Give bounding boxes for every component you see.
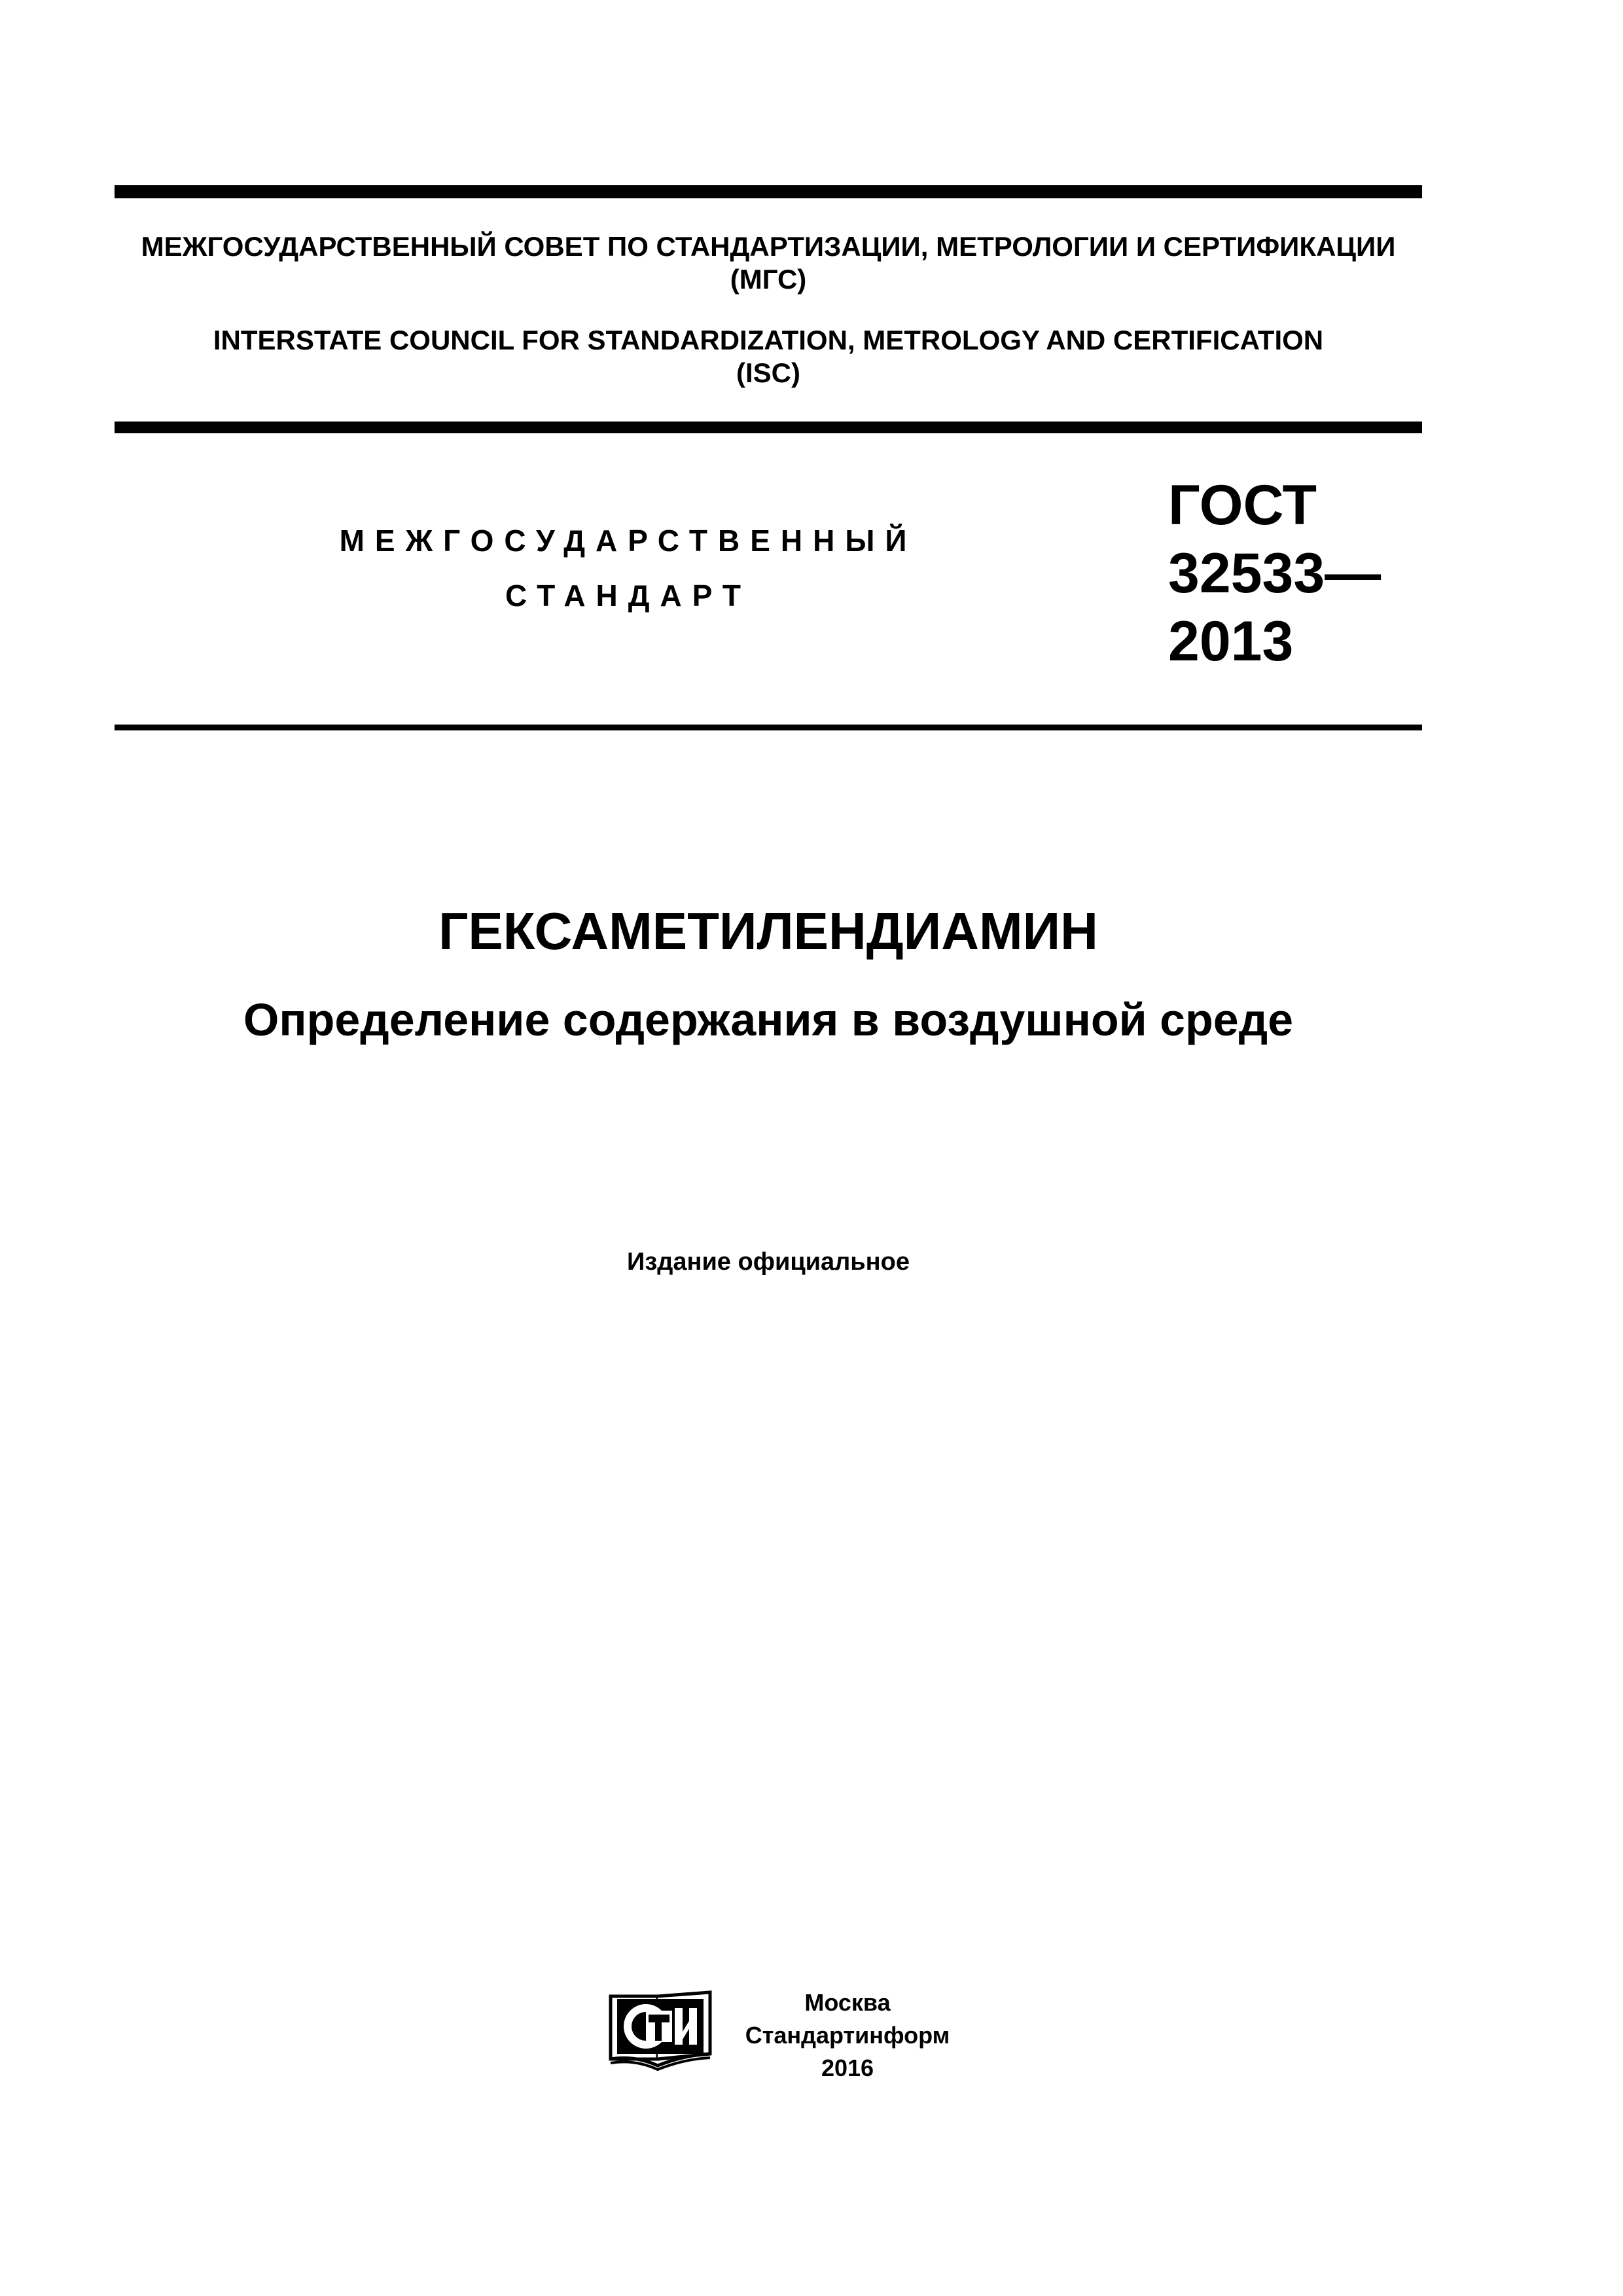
council-abbr-en: (ISC) — [736, 357, 800, 388]
document-subtitle: Определение содержания в воздушной среде — [243, 994, 1294, 1045]
bottom-rule — [115, 725, 1422, 730]
publisher-name: Стандартинформ — [745, 2022, 950, 2049]
gost-designation — [1168, 471, 1381, 675]
gost-number: 32533— — [1168, 542, 1382, 605]
document-title: ГЕКСАМЕТИЛЕНДИАМИН — [438, 902, 1098, 960]
top-rule — [115, 185, 1422, 198]
publisher-year: 2016 — [821, 2054, 874, 2081]
gost-year: 2013 — [1168, 610, 1294, 673]
council-abbr-ru: (МГС) — [730, 264, 807, 295]
publisher-block — [730, 1986, 965, 2085]
council-name-en-text: INTERSTATE COUNCIL FOR STANDARDIZATION, METROLOGY AND CERTIFICATION — [213, 325, 1324, 355]
publisher-city: Москва — [804, 1989, 891, 2016]
standard-label-line1: МЕЖГОСУДАРСТВЕННЫЙ — [339, 524, 918, 558]
middle-rule — [115, 422, 1422, 433]
edition-note: Издание официальное — [627, 1248, 910, 1276]
council-name-ru — [115, 230, 1422, 296]
council-name-en — [115, 324, 1422, 389]
council-name-ru-text: МЕЖГОСУДАРСТВЕННЫЙ СОВЕТ ПО СТАНДАРТИЗАЦИИ, МЕТРОЛОГИИ И СЕРТИФИКАЦИИ — [141, 231, 1396, 262]
standard-label-line2: СТАНДАРТ — [505, 579, 751, 613]
standartinform-logo-icon — [605, 1977, 717, 2075]
gost-prefix: ГОСТ — [1168, 474, 1317, 537]
